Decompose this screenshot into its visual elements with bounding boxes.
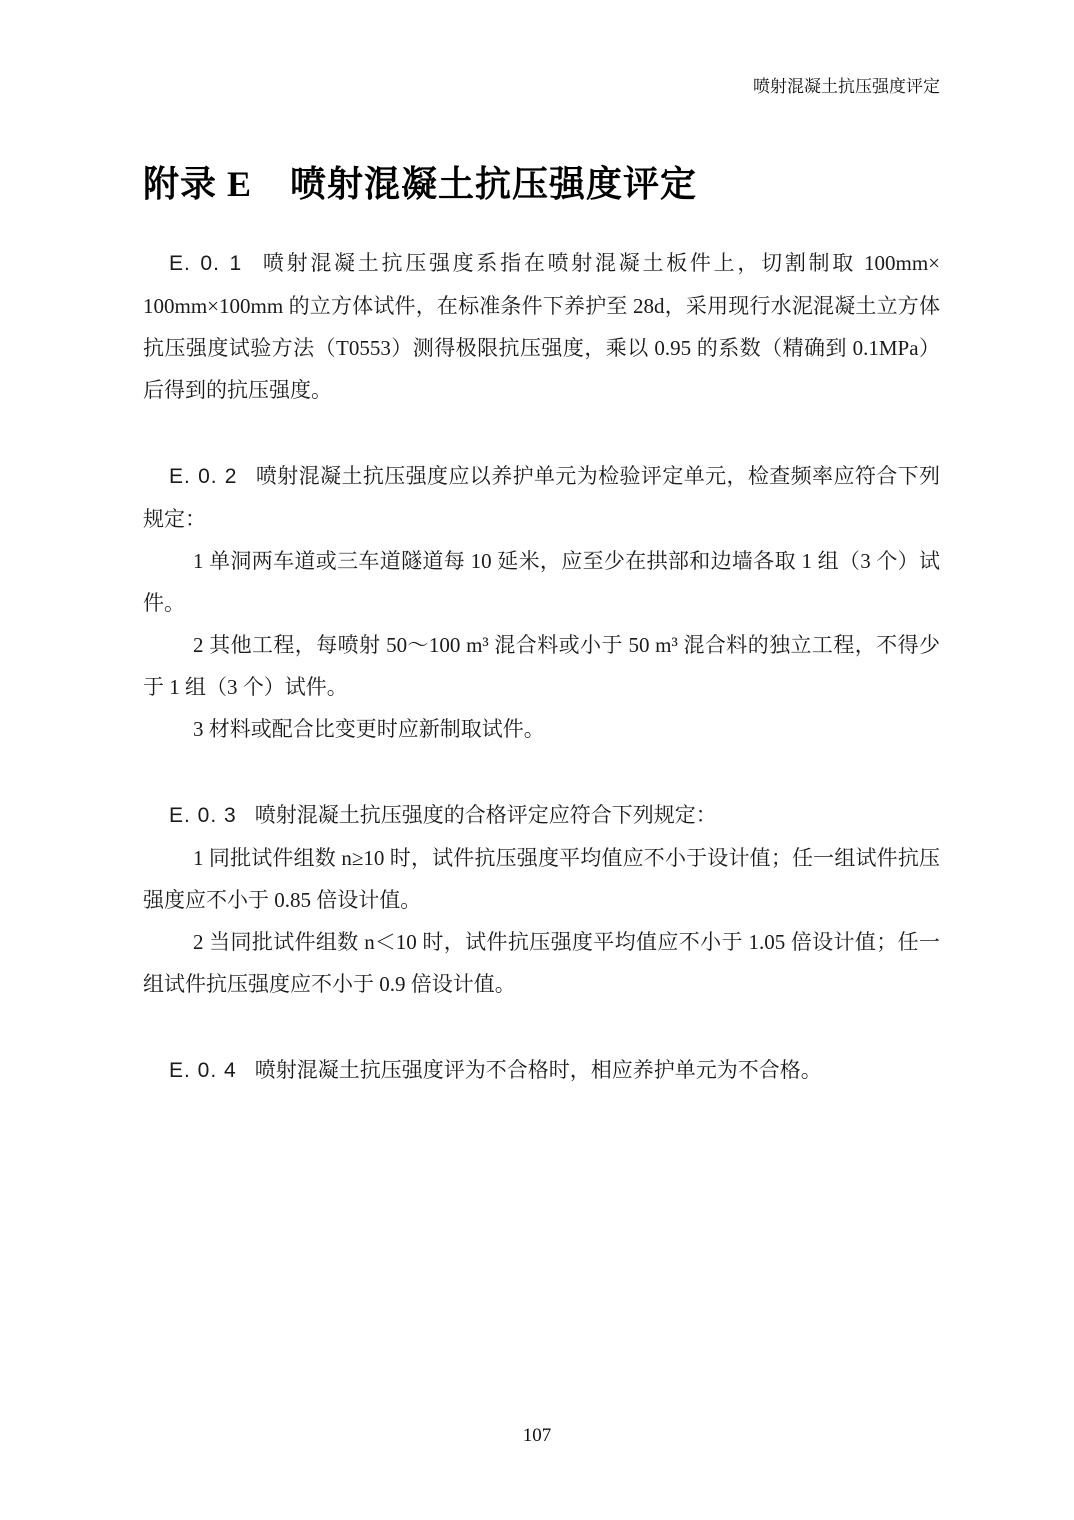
clause-e04-label: E. 0. 4 xyxy=(169,1059,237,1082)
clause-e03-item-1: 1 同批试件组数 n≥10 时，试件抗压强度平均值应不小于设计值；任一组试件抗压强度应不小于 0.85 倍设计值。 xyxy=(143,846,940,912)
clause-e04 xyxy=(143,1049,940,1092)
clause-e03-label: E. 0. 3 xyxy=(169,804,237,827)
document-body xyxy=(143,242,940,1092)
clause-e03-paragraph xyxy=(143,794,940,837)
running-header: 喷射混凝土抗压强度评定 xyxy=(753,77,940,96)
clause-e02-label: E. 0. 2 xyxy=(169,465,238,488)
clause-e04-paragraph xyxy=(143,1049,940,1092)
clause-e02-paragraph xyxy=(143,455,940,540)
appendix-title xyxy=(143,162,940,206)
clause-e02-item-1: 1 单洞两车道或三车道隧道每 10 延米，应至少在拱部和边墙各取 1 组（3 个）试件。 xyxy=(143,549,940,615)
clause-e02-text: 喷射混凝土抗压强度应以养护单元为检验评定单元，检查频率应符合下列规定： xyxy=(143,464,941,531)
clause-e03-text: 喷射混凝土抗压强度的合格评定应符合下列规定： xyxy=(254,803,717,827)
clause-e01 xyxy=(143,242,940,411)
clause-e03-item-2: 2 当同批试件组数 n＜10 时，试件抗压强度平均值应不小于 1.05 倍设计值；任一组试件抗压强度应不小于 0.9 倍设计值。 xyxy=(143,930,940,996)
clause-e04-text: 喷射混凝土抗压强度评为不合格时，相应养护单元为不合格。 xyxy=(254,1058,822,1082)
page-number: 107 xyxy=(522,1425,552,1446)
clause-e01-text: 喷射混凝土抗压强度系指在喷射混凝土板件上，切割制取 100mm×​100mm×100mm 的立方体试件，在标准条件下养护至 28d，采用现行水泥混凝土立方体抗压强度试验方法（T0553）测得极限抗压强度，乘以 0.95 的系数（精确到 0.1MPa）后得到的抗压强度。 xyxy=(143,251,940,402)
clause-e02-item-3: 3 材料或配合比变更时应新制取试件。 xyxy=(193,717,545,741)
clause-e03 xyxy=(143,794,940,1005)
clause-e01-paragraph xyxy=(143,242,940,411)
appendix-title-label: 附录 E xyxy=(143,164,253,204)
clause-e02-item-2: 2 其他工程，每喷射 50～100 m³ 混合料或小于 50 m³ 混合料的独立工程，不得少于 1 组（3 个）试件。 xyxy=(143,633,940,699)
appendix-title-text: 喷射混凝土抗压强度评定 xyxy=(290,164,698,204)
clause-e02 xyxy=(143,455,940,750)
clause-e01-label: E. 0. 1 xyxy=(169,252,243,275)
